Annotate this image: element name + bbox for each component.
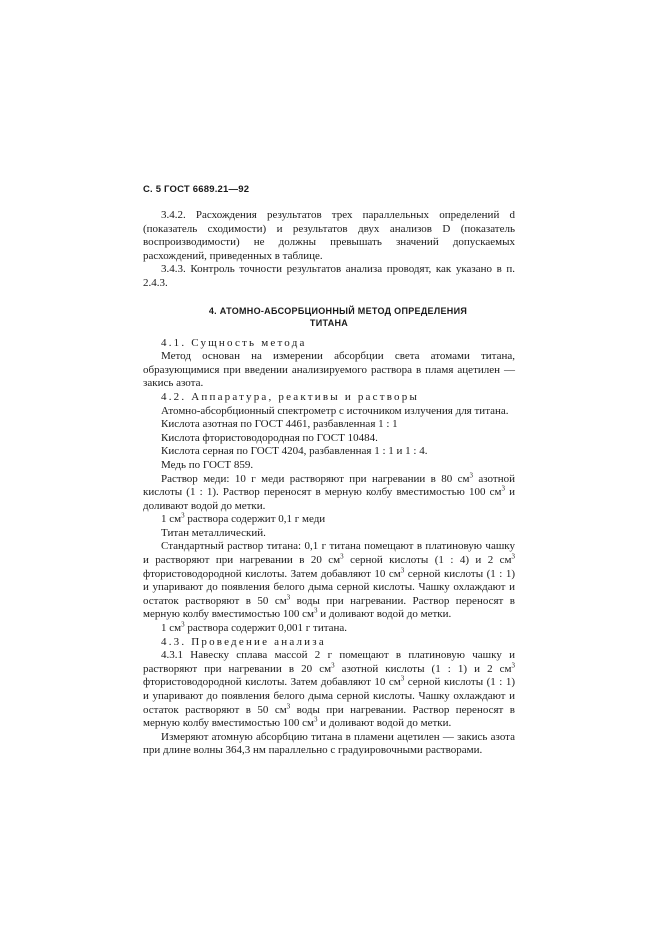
copper-solution [143,470,516,514]
section-title [143,305,515,329]
superscript: 3 [286,593,291,602]
text-span: 4.3.1 Навеску сплава массой 2 г помещают в платиновую чашку и растворяют при нагревании в 20 см [143,649,515,675]
superscript: 3 [340,552,344,561]
apparatus-item: Атомно-абсорбционный спектрометр с источником излучения для титана. [161,404,509,417]
text-span: раствора содержит 0,1 г меди [184,513,326,526]
page-body [143,209,515,758]
copper-concentration [143,513,515,527]
section-title-line-1: 4. АТОМНО-АБСОРБЦИОННЫЙ МЕТОД ОПРЕДЕЛЕНИЯ [208,305,468,316]
reagent-sulfuric-acid: Кислота серная по ГОСТ 4204, разбавленная 1 : 1 и 1 : 4. [161,445,428,458]
text-span: фтористоводородной кислоты. Затем добавляют 10 см [143,567,401,580]
paragraph-4-1: Метод основан на измерении абсорбции света атомами титана, образующимися при введении анализируемого раствора в пламя ацетилен — закись азота. [143,350,515,390]
text-span: и доливают водой до метки. [143,486,516,512]
paragraph-4-3-1 [143,649,515,731]
superscript: 3 [331,661,335,670]
superscript: 3 [400,674,405,683]
paragraph-3-4-3: 3.4.3. Контроль точности результатов анализа проводят, как указано в п. 2.4.3. [143,263,515,289]
superscript: 3 [511,552,515,561]
reagent-nitric-acid: Кислота азотная по ГОСТ 4461, разбавленная 1 : 1 [161,418,398,431]
text-span: фтористоводородной кислоты. Затем добавляют 10 см [143,676,401,689]
reagent-hydrofluoric-acid: Кислота фтористоводородная по ГОСТ 10484. [161,431,378,444]
subsection-heading-4-1: 4.1. Сущность метода [161,336,307,349]
text-span: 1 см [161,622,182,635]
superscript: 3 [313,606,318,615]
reagent-copper: Медь по ГОСТ 859. [161,458,254,471]
superscript: 3 [181,511,185,520]
subsection-heading-4-3: 4.3. Проведение анализа [161,635,326,648]
text-span: азотной кислоты (1 : 1). Раствор переносят в мерную колбу вместимостью 100 см [143,472,515,499]
spacer [143,291,515,305]
spacer [143,329,515,337]
text-span: серной кислоты (1 : 4) и 2 см [343,554,512,567]
measurement-paragraph: Измеряют атомную абсорбцию титана в пламени ацетилен — закись азота при длине волны 364,3 нм параллельно с градуировочными растворами. [143,730,515,757]
subsection-heading-4-2: 4.2. Аппаратура, реактивы и растворы [161,390,420,403]
titanium-metal: Титан металлический. [161,526,266,539]
text-span: воды при нагревании. Раствор переносят в мерную колбу вместимостью 100 см [143,703,515,730]
text-span: Стандартный раствор титана: 0,1 г титана помещают в платиновую чашку и растворяют при нагревании в 20 см [143,540,515,567]
section-title-line-2: ТИТАНА [309,317,349,328]
text-span: серной кислоты (1 : 1) и упаривают до появления белого дыма серной кислоты. Чашку охлаждают и остаток растворяют в 50 см [143,567,515,607]
text-span: раствора содержит 0,001 г титана. [184,622,348,635]
text-span: 1 см [161,513,182,526]
superscript: 3 [313,715,318,724]
superscript: 3 [511,661,515,670]
superscript: 3 [469,470,473,479]
running-head: С. 5 ГОСТ 6689.21—92 [143,184,250,195]
titanium-concentration [143,622,515,636]
text-span: азотной кислоты (1 : 1) и 2 см [334,662,512,675]
superscript: 3 [400,566,405,574]
superscript: 3 [286,701,291,710]
text-span: серной кислоты (1 : 1) и упаривают до появления белого дыма серной кислоты. Чашку охлаждают и остаток растворяют в 50 см [143,676,515,716]
titanium-standard-solution [143,540,515,622]
superscript: 3 [181,620,185,629]
text-span: и доливают водой до метки. [317,717,452,730]
superscript: 3 [501,484,505,493]
text-span: воды при нагревании. Раствор переносят в мерную колбу вместимостью 100 см [143,594,515,621]
text-span: и доливают водой до метки. [317,608,452,621]
paragraph-3-4-2: 3.4.2. Расхождения результатов трех параллельных определений d (показатель сходимости) и результатов двух анализов D (показатель воспроизводимости) не должны превышать значений допускаемых расхождений, приведенных в таблице. [143,209,515,262]
text-span: Раствор меди: 10 г меди растворяют при нагревании в 80 см [161,472,470,485]
